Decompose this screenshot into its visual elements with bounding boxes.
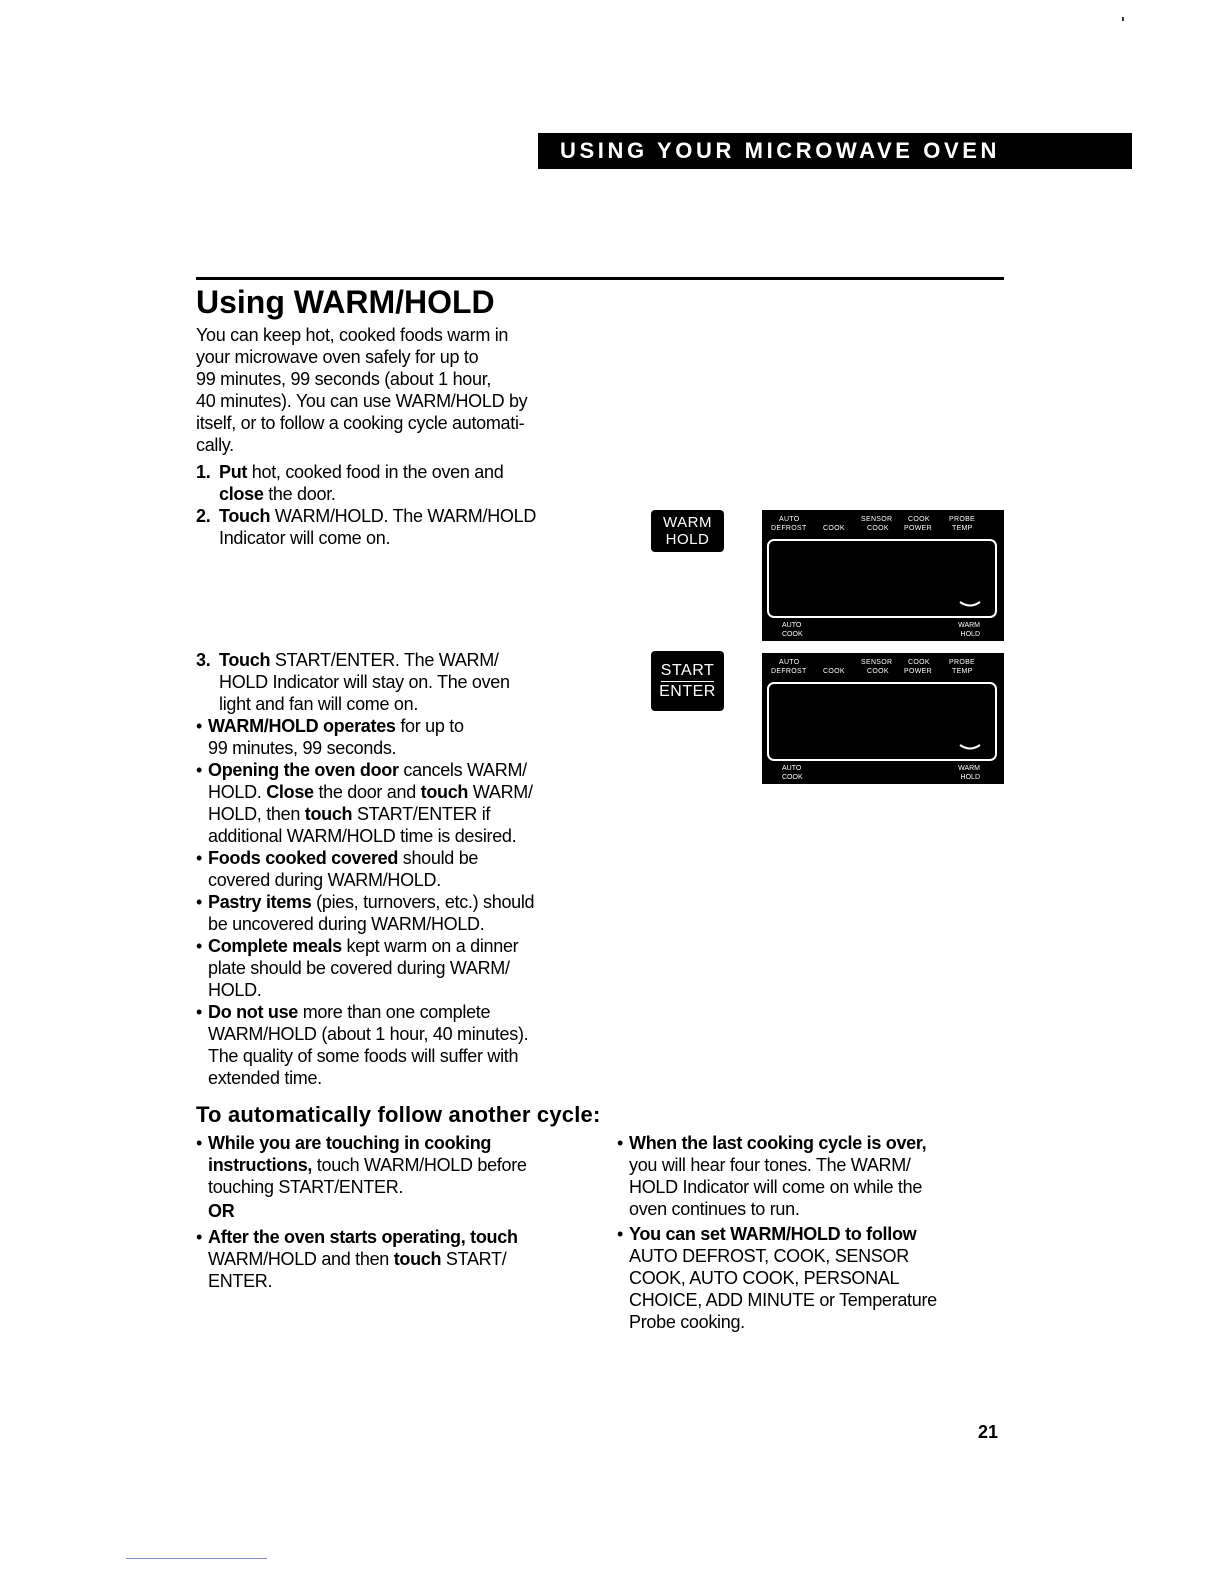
follow-item <box>617 1223 1007 1333</box>
display-labels <box>771 515 998 539</box>
bullet-icon: • <box>617 1224 624 1244</box>
display-label: PROBE <box>949 659 976 666</box>
intro-line: 40 minutes). You can use WARM/HOLD by <box>196 391 528 411</box>
bullet-icon: • <box>196 936 203 956</box>
follow-bold: After the oven starts operating, touch <box>208 1227 518 1247</box>
step-verb: close <box>219 484 264 504</box>
note-item <box>196 1001 591 1089</box>
note-bold: WARM/HOLD operates <box>208 716 396 736</box>
display-label: COOK <box>908 659 930 666</box>
intro-line: your microwave oven safely for up to <box>196 347 479 367</box>
key-label: START <box>661 661 714 682</box>
follow-text: WARM/HOLD and then <box>208 1249 394 1269</box>
note-text: HOLD, then <box>208 804 305 824</box>
step-verb: Touch <box>219 506 271 526</box>
section-header: USING YOUR MICROWAVE OVEN <box>538 133 1132 169</box>
display-label: AUTO <box>779 516 800 523</box>
note-bold: Complete meals <box>208 936 342 956</box>
step-text: the door. <box>263 484 336 504</box>
note-text: covered during WARM/HOLD. <box>208 870 441 890</box>
warm-hold-indicator-icon <box>959 743 981 753</box>
scan-mark <box>1122 17 1124 21</box>
display-label: AUTO <box>782 622 802 629</box>
title-rule <box>196 277 1004 280</box>
display-label: AUTO <box>782 765 802 772</box>
step-text: HOLD Indicator will stay on. The oven <box>219 672 510 692</box>
note-bold: touch <box>304 804 353 824</box>
note-text: for up to <box>395 716 464 736</box>
key-label: HOLD <box>665 531 710 548</box>
note-text: WARM/ <box>468 782 533 802</box>
display-label: COOK <box>782 774 803 781</box>
display-label: COOK <box>823 668 845 675</box>
follow-item <box>196 1226 586 1292</box>
step-1 <box>196 461 586 505</box>
follow-text: Probe cooking. <box>629 1312 745 1332</box>
follow-text: START/ <box>441 1249 507 1269</box>
note-text: additional WARM/HOLD time is desired. <box>208 826 517 846</box>
display-label: DEFROST <box>771 525 807 532</box>
display-screen <box>767 682 997 761</box>
follow-text: oven continues to run. <box>629 1199 800 1219</box>
display-label: WARM <box>958 765 980 772</box>
display-labels <box>771 658 998 682</box>
note-text: 99 minutes, 99 seconds. <box>208 738 397 758</box>
note-text: kept warm on a dinner <box>341 936 519 956</box>
display-label: TEMP <box>952 525 973 532</box>
note-text: extended time. <box>208 1068 322 1088</box>
bullet-icon: • <box>196 1227 203 1247</box>
note-bold: touch <box>420 782 469 802</box>
note-item <box>196 715 591 759</box>
display-bottom-left <box>782 764 803 782</box>
note-bold: Pastry items <box>208 892 312 912</box>
note-bold: Do not use <box>208 1002 298 1022</box>
bullet-icon: • <box>617 1133 624 1153</box>
step-verb: Put <box>219 462 248 482</box>
note-text: HOLD. <box>208 980 262 1000</box>
step-2 <box>196 505 586 549</box>
follow-text: AUTO DEFROST, COOK, SENSOR <box>629 1246 909 1266</box>
note-item <box>196 847 591 891</box>
notes-list <box>196 715 591 1089</box>
note-text: should be <box>398 848 479 868</box>
bullet-icon: • <box>196 892 203 912</box>
step-3 <box>196 649 586 715</box>
display-label: WARM <box>958 622 980 629</box>
note-text: The quality of some foods will suffer with <box>208 1046 519 1066</box>
follow-text: CHOICE, ADD MINUTE or Temperature <box>629 1290 937 1310</box>
step-verb: Touch <box>219 650 271 670</box>
follow-text: touching START/ENTER. <box>208 1177 404 1197</box>
note-text: START/ENTER if <box>352 804 491 824</box>
follow-bold: instructions, <box>208 1155 313 1175</box>
display-label: HOLD <box>960 774 980 781</box>
follow-heading: To automatically follow another cycle: <box>196 1102 601 1127</box>
key-label: WARM <box>663 514 712 531</box>
display-label: POWER <box>904 668 932 675</box>
steps-list-a <box>196 461 586 549</box>
note-text: plate should be covered during WARM/ <box>208 958 510 978</box>
display-label: PROBE <box>949 516 976 523</box>
display-screen <box>767 539 997 618</box>
note-item <box>196 891 591 935</box>
follow-bold: While you are touching in cooking <box>208 1133 492 1153</box>
warm-hold-indicator-icon <box>959 600 981 610</box>
display-label: SENSOR <box>861 516 893 523</box>
note-bold: Foods cooked covered <box>208 848 399 868</box>
display-label: COOK <box>867 525 889 532</box>
bullet-icon: • <box>196 716 203 736</box>
note-bold: Opening the oven door <box>208 760 399 780</box>
note-text: the door and <box>313 782 421 802</box>
intro-line: 99 minutes, 99 seconds (about 1 hour, <box>196 369 492 389</box>
display-label: COOK <box>908 516 930 523</box>
page-number: 21 <box>978 1422 999 1442</box>
follow-bold: touch <box>393 1249 442 1269</box>
oven-display <box>762 653 1004 784</box>
step-text: Indicator will come on. <box>219 528 391 548</box>
or-label: OR <box>208 1201 235 1221</box>
display-label: COOK <box>823 525 845 532</box>
note-text: cancels WARM/ <box>398 760 527 780</box>
follow-text: ENTER. <box>208 1271 273 1291</box>
follow-text: HOLD Indicator will come on while the <box>629 1177 923 1197</box>
step-number: 3. <box>196 650 211 670</box>
display-bottom-right <box>958 621 980 639</box>
note-text: HOLD. <box>208 782 267 802</box>
display-label: COOK <box>782 631 803 638</box>
oven-display <box>762 510 1004 641</box>
note-bold: Close <box>266 782 314 802</box>
display-bottom-left <box>782 621 803 639</box>
bullet-icon: • <box>196 1002 203 1022</box>
follow-text: COOK, AUTO COOK, PERSONAL <box>629 1268 900 1288</box>
step-text: light and fan will come on. <box>219 694 419 714</box>
note-text: WARM/HOLD (about 1 hour, 40 minutes). <box>208 1024 529 1044</box>
follow-bold: When the last cooking cycle is over, <box>629 1133 927 1153</box>
steps-list-b <box>196 649 586 715</box>
follow-item <box>617 1132 1007 1220</box>
intro-line: You can keep hot, cooked foods warm in <box>196 325 509 345</box>
note-item <box>196 759 591 847</box>
intro-line: cally. <box>196 435 234 455</box>
follow-text: touch WARM/HOLD before <box>312 1155 527 1175</box>
follow-right-column <box>617 1132 1007 1333</box>
step-text: START/ENTER. The WARM/ <box>270 650 499 670</box>
follow-bold: You can set WARM/HOLD to follow <box>629 1224 917 1244</box>
warm-hold-key[interactable] <box>651 510 724 552</box>
display-label: COOK <box>867 668 889 675</box>
display-label: POWER <box>904 525 932 532</box>
display-label: DEFROST <box>771 668 807 675</box>
step-number: 2. <box>196 506 211 526</box>
footer-line <box>126 1558 267 1559</box>
note-item <box>196 935 591 1001</box>
intro-line: itself, or to follow a cooking cycle automati- <box>196 413 525 433</box>
note-text: more than one complete <box>298 1002 491 1022</box>
follow-left-column <box>196 1132 586 1292</box>
display-label: HOLD <box>960 631 980 638</box>
bullet-icon: • <box>196 1133 203 1153</box>
start-enter-key[interactable] <box>651 651 724 711</box>
step-text: hot, cooked food in the oven and <box>247 462 504 482</box>
step-text: WARM/HOLD. The WARM/HOLD <box>270 506 537 526</box>
bullet-icon: • <box>196 848 203 868</box>
follow-item <box>196 1132 586 1198</box>
step-number: 1. <box>196 462 211 482</box>
page-title: Using WARM/HOLD <box>196 284 495 320</box>
key-label: ENTER <box>659 682 716 700</box>
follow-text: you will hear four tones. The WARM/ <box>629 1155 911 1175</box>
display-label: TEMP <box>952 668 973 675</box>
note-text: be uncovered during WARM/HOLD. <box>208 914 485 934</box>
display-label: SENSOR <box>861 659 893 666</box>
bullet-icon: • <box>196 760 203 780</box>
display-label: AUTO <box>779 659 800 666</box>
display-bottom-right <box>958 764 980 782</box>
intro-paragraph <box>196 324 581 456</box>
note-text: (pies, turnovers, etc.) should <box>311 892 535 912</box>
